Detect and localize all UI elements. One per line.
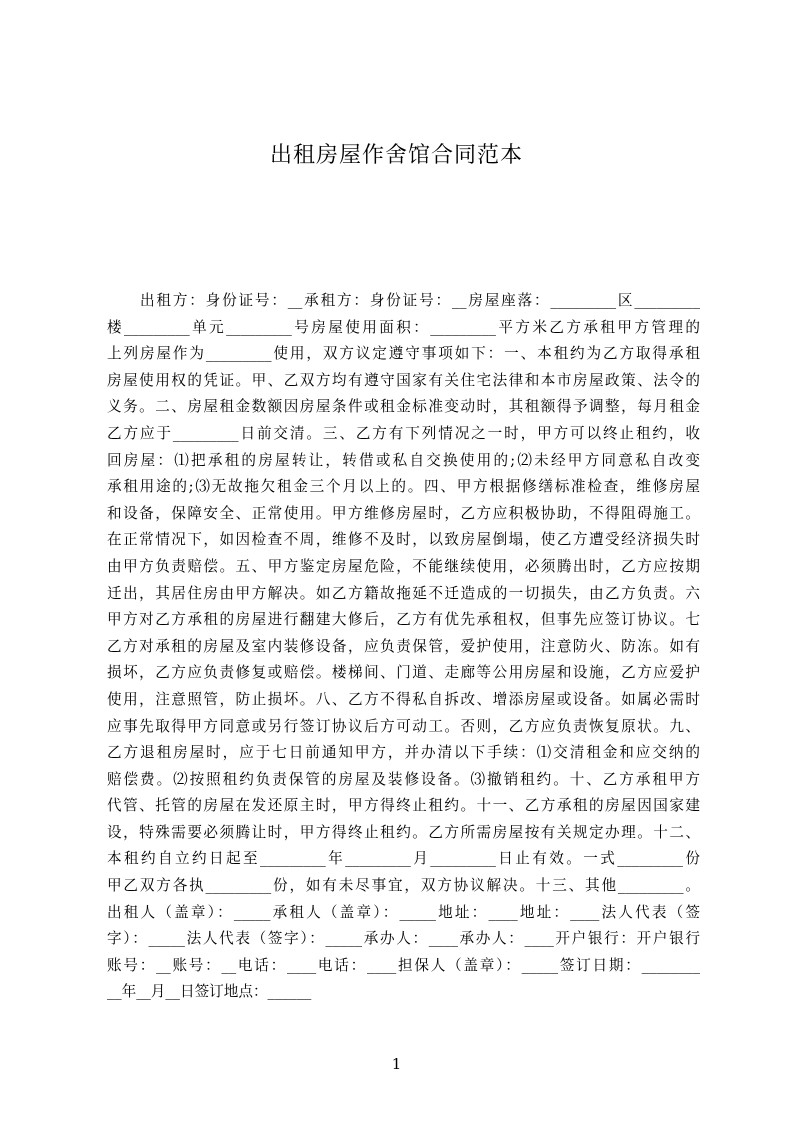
text-line: 设，特殊需要必须腾让时，甲方得终止租约。乙方所需房屋按有关规定办理。十二、 bbox=[107, 823, 700, 841]
text-line: 楼_________单元_________号房屋使用面积：_________平方米乙方承租甲方管理的 bbox=[107, 318, 700, 336]
document-title: 出租房屋作舍馆合同范本 bbox=[269, 143, 523, 168]
text-line: 义务。二、房屋租金数额因房屋条件或租金标准变动时，其租额得予调整，每月租金 bbox=[107, 398, 700, 416]
text-line: 承租用途的;⑶无故拖欠租金三个月以上的。四、甲方根据修缮标准检查，维修房屋 bbox=[107, 478, 700, 496]
text-line: 乙方对承租的房屋及室内装修设备，应负责保管，爱护使用，注意防火、防冻。如有 bbox=[107, 637, 700, 655]
text-line: 迁出，其居住房由甲方解决。如乙方籍故拖延不迁造成的一切损失，由乙方负责。六 bbox=[107, 584, 700, 602]
text-line: 使用，注意照管，防止损坏。八、乙方不得私自拆改、增添房屋或设备。如属必需时 bbox=[107, 690, 700, 708]
text-line: 乙方应于_________日前交清。三、乙方有下列情况之一时，甲方可以终止租约，收 bbox=[107, 424, 700, 442]
text-line: 代管、托管的房屋在发还原主时，甲方得终止租约。十一、乙方承租的房屋因国家建 bbox=[107, 797, 700, 815]
text-line: 字）：_____法人代表（签字）：_____承办人：____承办人：____开户银行：开户银行 bbox=[107, 930, 700, 948]
text-line: 和设备，保障安全、正常使用。甲方维修房屋时，乙方应积极协助，不得阻碍施工。 bbox=[107, 504, 700, 522]
text-line: 在正常情况下，如因检查不周，维修不及时，以致房屋倒塌，使乙方遭受经济损失时 bbox=[107, 531, 700, 549]
text-line: __年__月__日签订地点：______ bbox=[107, 983, 312, 1001]
text-line: 上列房屋作为_________使用，双方议定遵守事项如下：一、本租约为乙方取得承租 bbox=[107, 345, 700, 363]
text-line: 损坏，乙方应负责修复或赔偿。楼梯间、门道、走廊等公用房屋和设施，乙方应爱护 bbox=[107, 664, 700, 682]
text-line: 赔偿费。⑵按照租约负责保管的房屋及装修设备。⑶撤销租约。十、乙方承租甲方 bbox=[107, 770, 700, 788]
text-line: 甲乙双方各执_________份，如有未尽事宜，双方协议解决。十三、其他_________。 bbox=[107, 877, 700, 895]
text-line: 应事先取得甲方同意或另行签订协议后方可动工。否则，乙方应负责恢复原状。九、 bbox=[107, 717, 700, 735]
text-line: 乙方退租房屋时，应于七日前通知甲方，并办清以下手续：⑴交清租金和应交纳的 bbox=[107, 744, 700, 762]
text-line: 由甲方负责赔偿。五、甲方鉴定房屋危险，不能继续使用，必须腾出时，乙方应按期 bbox=[107, 557, 700, 575]
text-line: 甲方对乙方承租的房屋进行翻建大修后，乙方有优先承租权，但事先应签订协议。七 bbox=[107, 611, 700, 629]
contract-body bbox=[107, 288, 700, 1006]
text-line: 回房屋：⑴把承租的房屋转让，转借或私自交换使用的;⑵未经甲方同意私自改变 bbox=[107, 451, 700, 469]
text-line: 出租人（盖章）：_____承租人（盖章）：_____地址：____地址：____法人代表（签 bbox=[107, 903, 700, 921]
text-line: 本租约自立约日起至_________年_________月_________日止有效。一式_________份 bbox=[107, 850, 700, 868]
page-number: 1 bbox=[391, 1055, 402, 1073]
text-line: 房屋使用权的凭证。甲、乙双方均有遵守国家有关住宅法律和本市房屋政策、法令的 bbox=[107, 371, 700, 389]
text-line: 出租方：身份证号：__承租方：身份证号：__房屋座落：_________区_________ bbox=[140, 292, 700, 309]
text-line: 账号：__账号：__电话：____电话：____担保人（盖章）：_____签订日期：________ bbox=[107, 956, 700, 974]
